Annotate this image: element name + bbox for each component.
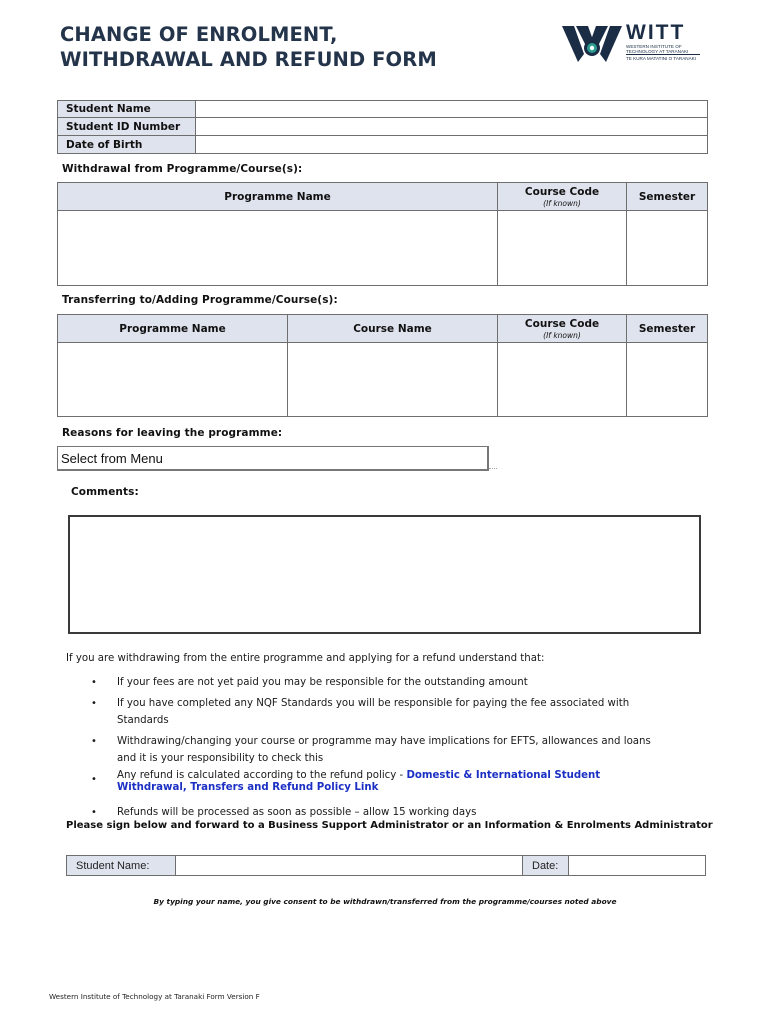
signature-date-field[interactable]: [569, 856, 706, 876]
bullet-5-marker: •: [91, 807, 97, 818]
comments-heading: Comments:: [71, 486, 139, 498]
terms-intro: If you are withdrawing from the entire programme and applying for a refund understand that:: [66, 653, 545, 664]
withdrawal-programme-header: Programme Name: [58, 183, 498, 211]
bullet-5-text: Refunds will be processed as soon as possible – allow 15 working days: [117, 807, 477, 818]
refund-policy-link-part-2[interactable]: Withdrawal, Transfers and Refund Policy Link: [117, 782, 379, 793]
witt-logo: [562, 22, 712, 64]
transfer-course-name-cell[interactable]: [288, 343, 498, 417]
student-name-field[interactable]: [196, 101, 708, 118]
transfer-course-code-note: (If known): [543, 330, 581, 340]
witt-emblem-icon: [562, 24, 624, 64]
transfer-course-code-header: [498, 315, 627, 343]
terms-list: [0, 673, 770, 823]
transfer-semester-cell[interactable]: [627, 343, 708, 417]
signature-student-name-label: Student Name:: [67, 856, 176, 876]
bullet-1-text: If your fees are not yet paid you may be responsible for the outstanding amount: [117, 677, 528, 688]
withdrawal-course-code-header: [498, 183, 627, 211]
student-info-table: [57, 100, 708, 154]
signature-date-label: Date:: [523, 856, 569, 876]
consent-note: By typing your name, you give consent to be withdrawn/transferred from the programme/courses noted above: [153, 897, 617, 906]
transfer-heading: Transferring to/Adding Programme/Course(s):: [62, 294, 338, 306]
reasons-select[interactable]: Select from Menu: [57, 446, 489, 471]
reasons-select-dotted-extension: [489, 468, 497, 469]
logo-subtitle-3: TE KURA MATATINI O TARANAKI: [626, 56, 697, 61]
student-id-label: Student ID Number: [58, 118, 196, 136]
form-footer: Western Institute of Technology at Taranaki Form Version F: [49, 992, 260, 1001]
withdrawal-semester-header: Semester: [627, 183, 708, 211]
transfer-course-name-header: Course Name: [288, 315, 498, 343]
bullet-3-line-2: and it is your responsibility to check this: [117, 753, 324, 764]
date-of-birth-label: Date of Birth: [58, 136, 196, 154]
bullet-1-marker: •: [91, 677, 97, 688]
withdrawal-heading: Withdrawal from Programme/Course(s):: [62, 163, 303, 175]
form-title: [60, 22, 437, 72]
withdrawal-table: [57, 182, 708, 286]
signature-instruction: Please sign below and forward to a Business Support Administrator or an Information & Enrolments Administrator: [66, 820, 713, 831]
logo-divider: [626, 54, 700, 55]
signature-student-name-field[interactable]: [176, 856, 523, 876]
bullet-3-marker: •: [91, 736, 97, 747]
transfer-course-code-label: Course Code: [524, 317, 600, 330]
bullet-4-text: [117, 770, 677, 794]
withdrawal-course-code-note: (If known): [543, 198, 581, 208]
refund-policy-text: Any refund is calculated according to the refund policy -: [117, 770, 407, 781]
comments-textarea[interactable]: [68, 515, 701, 634]
refund-policy-link-part-1[interactable]: Domestic & International Student: [406, 770, 601, 781]
withdrawal-course-code-label: Course Code: [524, 185, 600, 198]
bullet-4-marker: •: [91, 774, 97, 785]
bullet-3-line-1: Withdrawing/changing your course or programme may have implications for EFTS, allowances and loans: [117, 736, 651, 747]
student-id-field[interactable]: [196, 118, 708, 136]
bullet-2-marker: •: [91, 698, 97, 709]
transfer-course-code-cell[interactable]: [498, 343, 627, 417]
date-of-birth-field[interactable]: [196, 136, 708, 154]
logo-subtitle-2: TECHNOLOGY AT TARANAKI: [626, 49, 689, 54]
transfer-table: [57, 314, 708, 417]
signature-table: [66, 855, 706, 876]
bullet-2-line-2: Standards: [117, 715, 169, 726]
logo-subtitle-1: WESTERN INSTITUTE OF: [626, 44, 682, 49]
logo-wordmark: WITT: [626, 21, 686, 44]
reasons-heading: Reasons for leaving the programme:: [62, 427, 283, 439]
withdrawal-course-code-cell[interactable]: [498, 211, 627, 286]
transfer-programme-cell[interactable]: [58, 343, 288, 417]
form-title-line-2: WITHDRAWAL AND REFUND FORM: [60, 48, 437, 71]
bullet-2-line-1: If you have completed any NQF Standards you will be responsible for paying the fee associated with: [117, 698, 630, 709]
transfer-semester-header: Semester: [627, 315, 708, 343]
student-name-label: Student Name: [58, 101, 196, 118]
withdrawal-programme-cell[interactable]: [58, 211, 498, 286]
form-title-line-1: CHANGE OF ENROLMENT,: [60, 23, 338, 46]
withdrawal-semester-cell[interactable]: [627, 211, 708, 286]
transfer-programme-header: Programme Name: [58, 315, 288, 343]
